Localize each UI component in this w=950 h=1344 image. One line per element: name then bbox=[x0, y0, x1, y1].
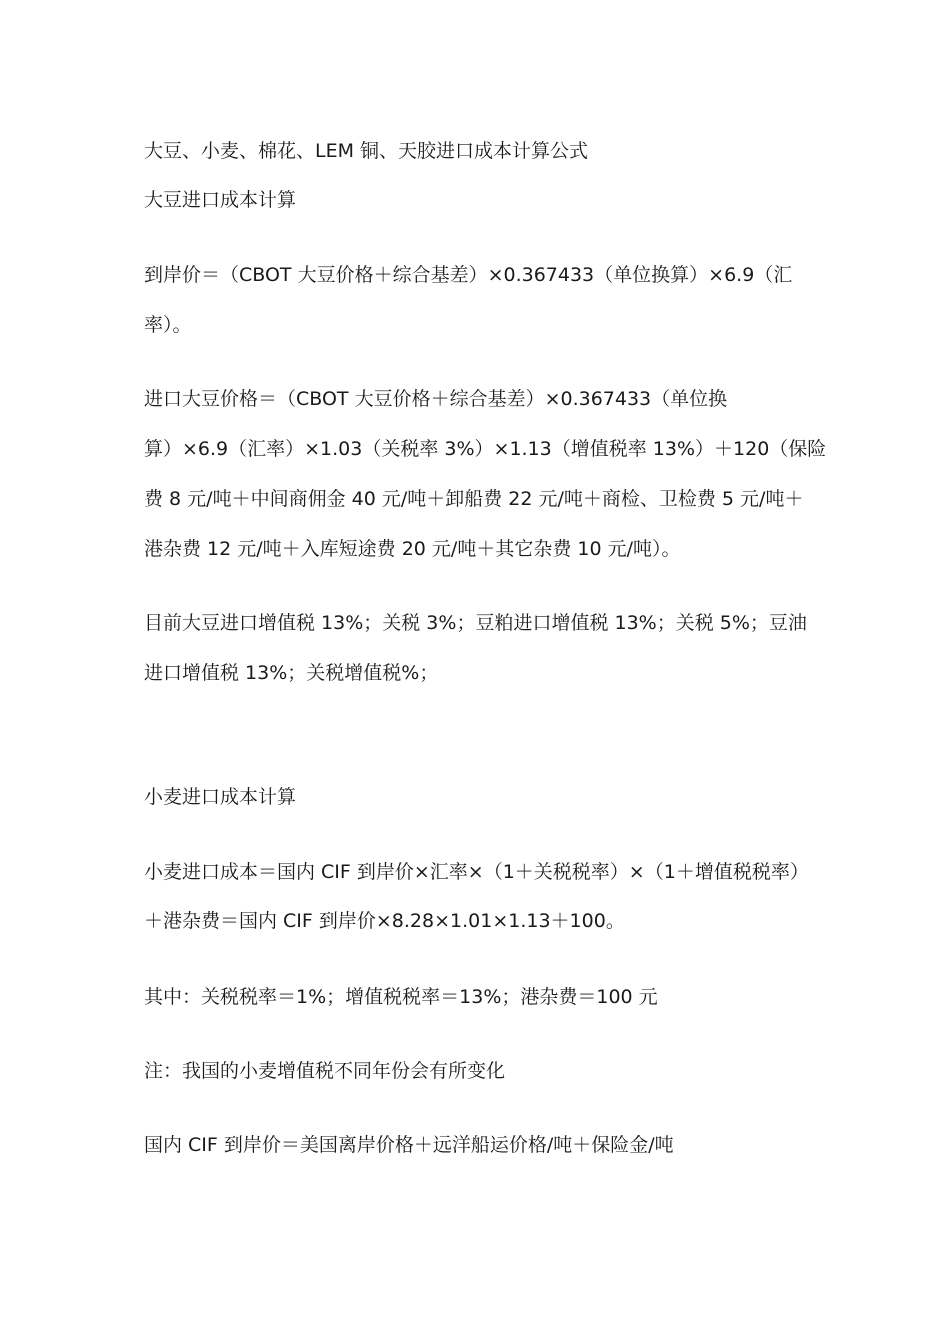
wheat-cost-formula-line-1: 小麦进口成本＝国内 CIF 到岸价×汇率×（1＋关税税率）×（1＋增值税税率） bbox=[144, 861, 809, 883]
wheat-vat-note: 注：我国的小麦增值税不同年份会有所变化 bbox=[144, 1060, 506, 1082]
soybean-landed-price-line-2: 率）。 bbox=[144, 314, 192, 336]
wheat-cif-formula: 国内 CIF 到岸价＝美国离岸价格＋远洋船运价格/吨＋保险金/吨 bbox=[144, 1134, 674, 1156]
document-title: 大豆、小麦、棉花、LEM 铜、天胶进口成本计算公式 bbox=[144, 140, 589, 162]
soybean-import-price-line-4: 港杂费 12 元/吨＋入库短途费 20 元/吨＋其它杂费 10 元/吨）。 bbox=[144, 538, 681, 560]
soybean-tax-note-line-2: 进口增值税 13%；关税增值税%； bbox=[144, 662, 439, 684]
wheat-rates: 其中：关税税率＝1%；增值税税率＝13%；港杂费＝100 元 bbox=[144, 986, 658, 1008]
soybean-import-price-line-3: 费 8 元/吨＋中间商佣金 40 元/吨＋卸船费 22 元/吨＋商检、卫检费 5 元/吨＋ bbox=[144, 488, 804, 510]
soybean-tax-note-line-1: 目前大豆进口增值税 13%；关税 3%；豆粕进口增值税 13%；关税 5%；豆油 bbox=[144, 612, 807, 634]
soybean-import-price-line-2: 算）×6.9（汇率）×1.03（关税率 3%）×1.13（增值税率 13%）＋120（保险 bbox=[144, 438, 827, 460]
soybean-import-price-line-1: 进口大豆价格＝（CBOT 大豆价格＋综合基差）×0.367433（单位换 bbox=[144, 388, 728, 410]
soybean-heading: 大豆进口成本计算 bbox=[144, 189, 297, 211]
soybean-landed-price-line-1: 到岸价＝（CBOT 大豆价格＋综合基差）×0.367433（单位换算）×6.9（汇 bbox=[144, 264, 793, 286]
wheat-cost-formula-line-2: ＋港杂费＝国内 CIF 到岸价×8.28×1.01×1.13＋100。 bbox=[144, 910, 625, 932]
wheat-heading: 小麦进口成本计算 bbox=[144, 786, 297, 808]
